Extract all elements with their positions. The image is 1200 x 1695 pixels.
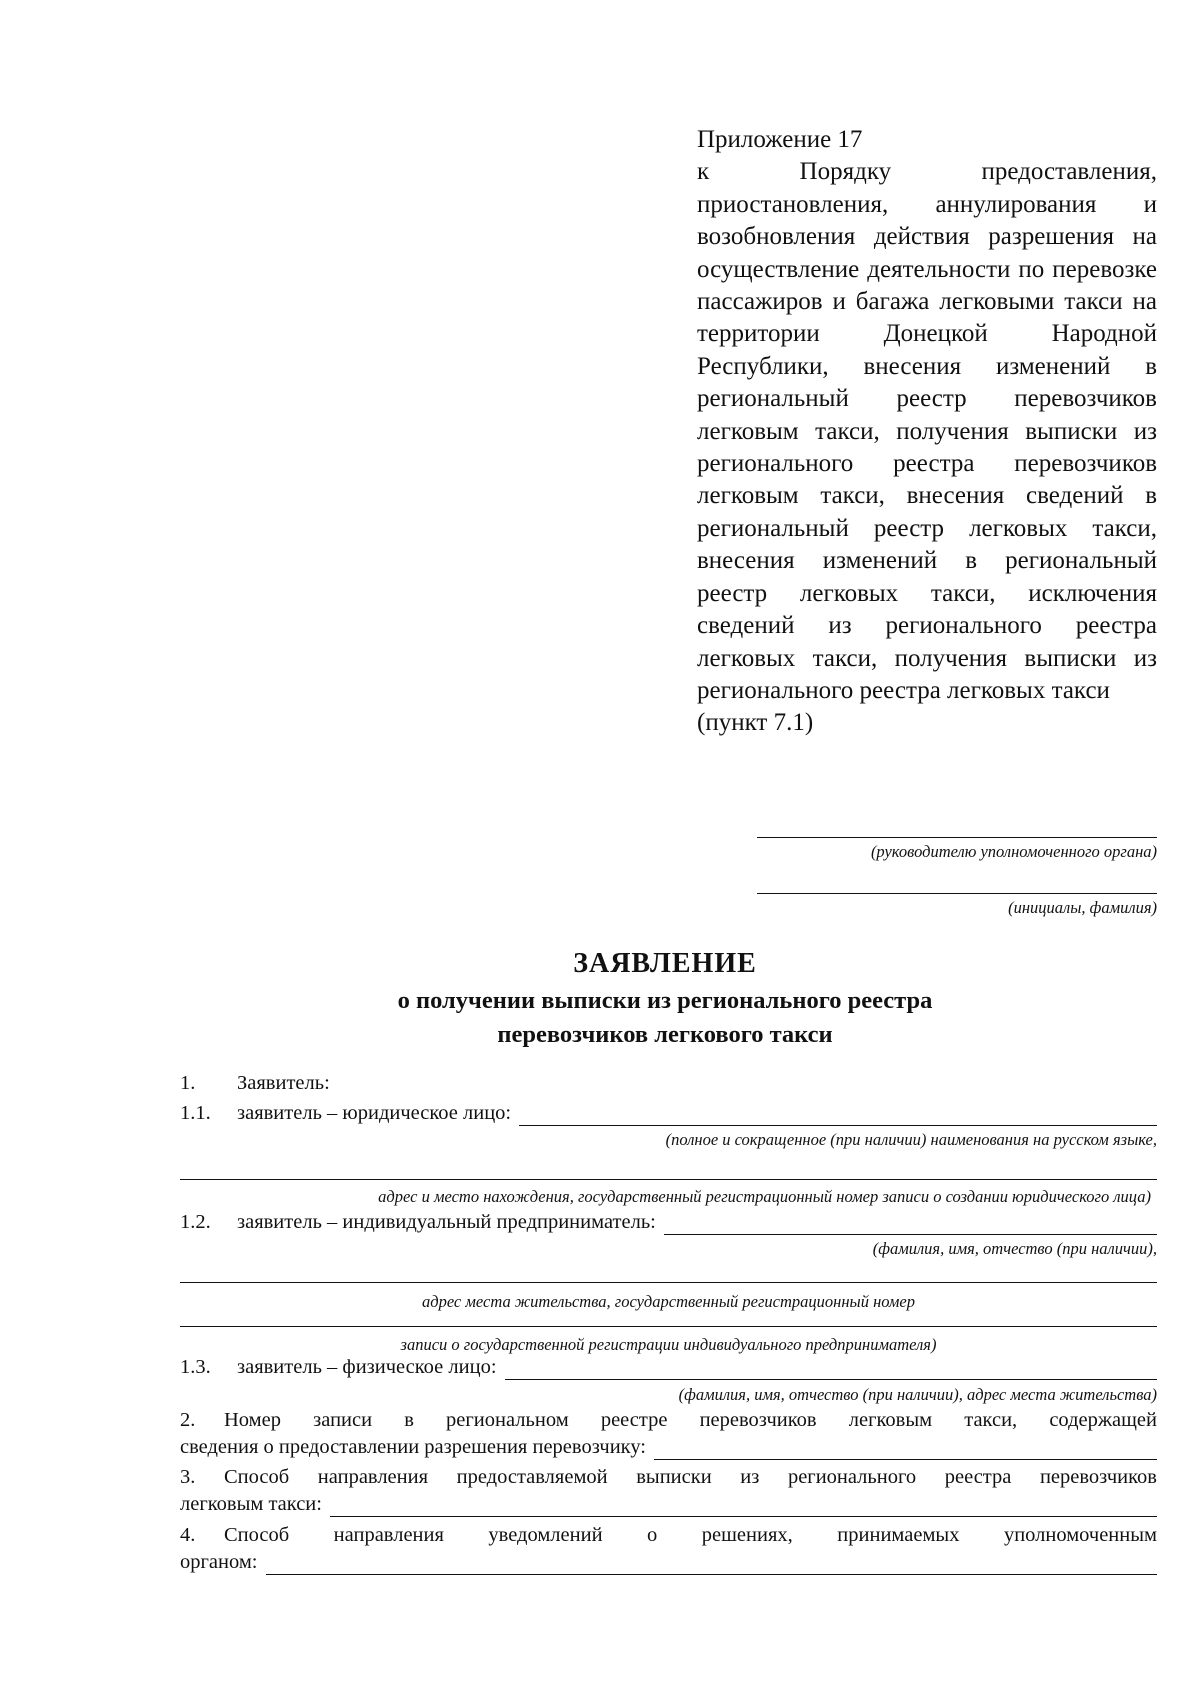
document-title: ЗАЯВЛЕНИЕ [573,948,757,979]
individual-name-field[interactable] [505,1359,1157,1380]
entrepreneur-address-field[interactable] [180,1282,1157,1283]
entrepreneur-caption-3: записи о государственной регистрации индивидуального предпринимателя) [400,1335,937,1354]
entrepreneur-registration-field[interactable] [180,1326,1157,1327]
section-2-line-2 [180,1434,1157,1460]
recipient-name-caption: (инициалы, фамилия) [1008,898,1157,917]
appendix-point: (пункт 7.1) [697,709,814,737]
section-text: Номер записи в региональном реестре перевозчиков легковым такси, содержащей [224,1409,1157,1431]
section-number: 3. [180,1466,196,1488]
section-3-line-1 [180,1464,1157,1490]
legal-entity-name-field[interactable] [519,1105,1157,1126]
section-1-3-individual [180,1354,1157,1380]
section-label: заявитель – юридическое лицо: [237,1102,512,1124]
section-4-line-2 [180,1549,1157,1575]
section-text: Способ направления уведомлений о решениях, принимаемых уполномоченным [224,1524,1157,1546]
section-1-1-legal-entity [180,1100,1157,1126]
section-3-line-2 [180,1491,1157,1517]
section-text: Способ направления предоставляемой выписки из регионального реестра перевозчиков [224,1466,1157,1488]
notification-method-field[interactable] [266,1554,1157,1575]
section-number: 1.1. [180,1102,211,1124]
section-label: Заявитель: [237,1072,330,1094]
document-subtitle-line-2: перевозчиков легкового такси [497,1021,833,1048]
recipient-name-line[interactable] [757,893,1157,894]
appendix-heading: Приложение 17 [697,126,863,153]
section-number: 1.2. [180,1211,211,1233]
section-number: 2. [180,1409,196,1431]
recipient-head-caption: (руководителю уполномоченного органа) [870,842,1157,861]
section-2-line-1 [180,1407,1157,1433]
recipient-name-field[interactable] [757,893,1157,918]
registry-record-number-field[interactable] [654,1439,1157,1460]
appendix-reference-text: к Порядку предоставления, приостановления, аннулирования и возобновления действия разрешения на осуществление деятельности по перевозке пассажиров и багажа легковыми такси на территории Донецкой Народной Республики, внесения изменений в региональный реестр перевозчиков легковым такси, получения выписки из регионального реестра перевозчиков легковым такси, внесения сведений в региональный реестр легковых такси, внесения изменений в региональный реестр легковых такси, исключения сведений из регионального реестра легковых такси, получения выписки из регионального реестра легковых такси [697,158,1157,704]
section-4-line-1 [180,1522,1157,1548]
section-text: сведения о предоставлении разрешения перевозчику: [180,1436,647,1458]
legal-entity-caption-2: адрес и место нахождения, государственный регистрационный номер записи о создании юридического лица) [378,1187,1151,1206]
section-label: заявитель – индивидуальный предприниматель: [237,1211,656,1233]
section-text: легковым такси: [180,1493,322,1515]
section-1-applicant [180,1070,1157,1096]
appendix-block [697,124,1157,740]
section-label: заявитель – физическое лицо: [237,1356,497,1378]
recipient-head-line[interactable] [757,837,1157,838]
document-subtitle-line-1: о получении выписки из регионального реестра [397,987,933,1014]
individual-caption: (фамилия, имя, отчество (при наличии), адрес места жительства) [678,1385,1157,1404]
extract-delivery-method-field[interactable] [330,1496,1157,1517]
section-1-2-individual-entrepreneur [180,1209,1157,1235]
legal-entity-caption-1: (полное и сокращенное (при наличии) наименования на русском языке, [665,1130,1157,1149]
section-number: 1. [180,1072,196,1094]
section-number: 1.3. [180,1356,211,1378]
entrepreneur-caption-2: адрес места жительства, государственный регистрационный номер [421,1292,916,1311]
section-text: органом: [180,1551,258,1573]
section-number: 4. [180,1524,196,1546]
entrepreneur-name-field[interactable] [664,1214,1157,1235]
recipient-head-field[interactable] [757,837,1157,862]
entrepreneur-caption-1: (фамилия, имя, отчество (при наличии), [872,1239,1157,1258]
legal-entity-address-field[interactable] [180,1179,1157,1180]
